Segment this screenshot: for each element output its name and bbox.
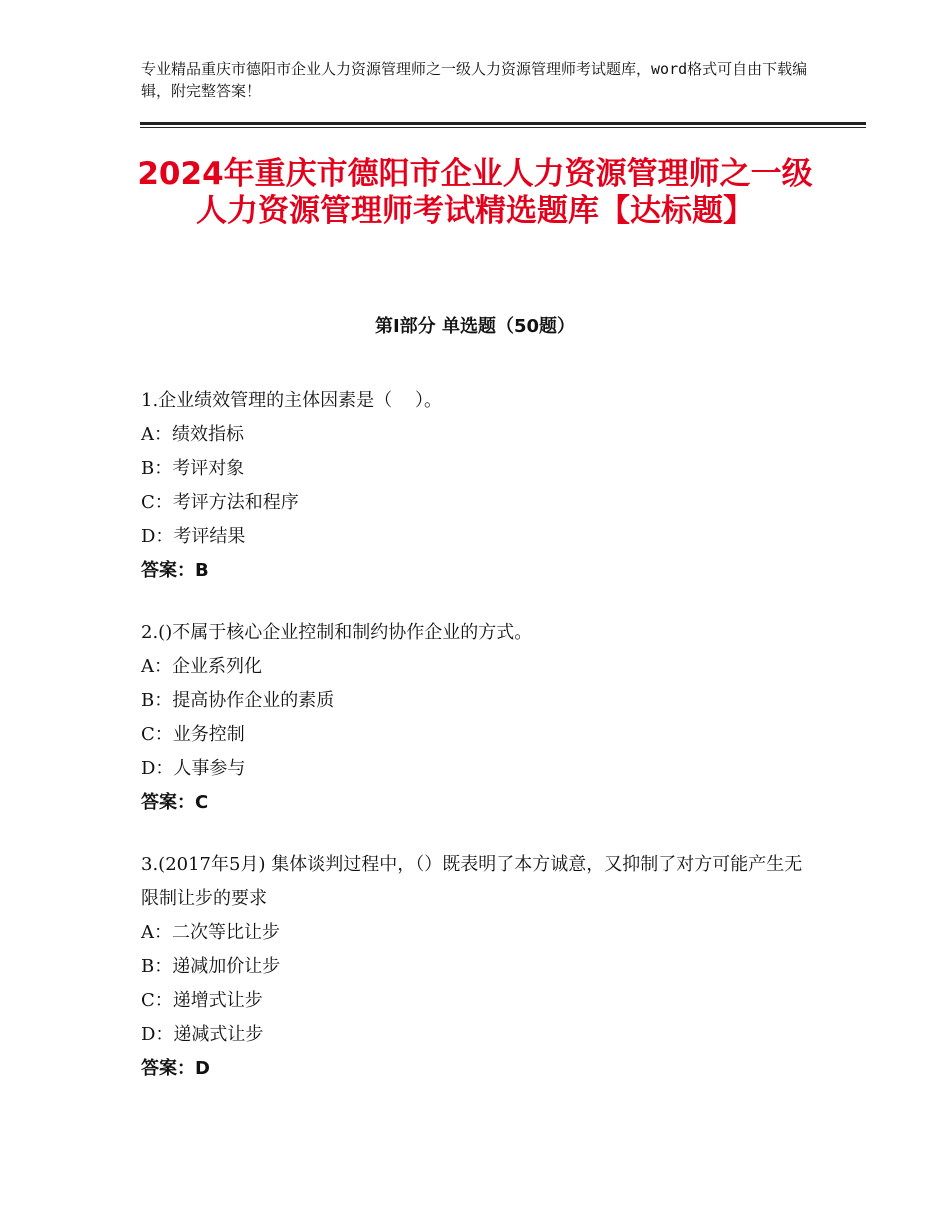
answer-line: 答案：D (141, 1058, 210, 1079)
question-stem: 1.企业绩效管理的主体因素是（ ）。 (141, 390, 443, 411)
question-3 (141, 848, 811, 1086)
option-b: B：考评对象 (141, 458, 245, 479)
header-note: 专业精品重庆市德阳市企业人力资源管理师之一级人力资源管理师考试题库，word格式可自由下载编辑，附完整答案！ (141, 60, 808, 100)
option-d: D：递减式让步 (141, 1024, 264, 1045)
option-d: D：人事参与 (141, 758, 246, 779)
section-title: 第Ⅰ部分 单选题（50题） (374, 316, 575, 337)
question-stem: 2.()不属于核心企业控制和制约协作企业的方式。 (141, 622, 533, 643)
option-d: D：考评结果 (141, 526, 246, 547)
answer-line: 答案：C (141, 792, 209, 813)
document-title: 2024年重庆市德阳市企业人力资源管理师之一级人力资源管理师考试精选题库【达标题】 (137, 156, 813, 229)
option-a: A：绩效指标 (141, 424, 244, 445)
option-c: C：递增式让步 (141, 990, 263, 1011)
question-1 (141, 384, 811, 588)
option-c: C：业务控制 (141, 724, 245, 745)
option-b: B：递减加价让步 (141, 956, 281, 977)
option-b: B：提高协作企业的素质 (141, 690, 335, 711)
option-a: A：企业系列化 (141, 656, 262, 677)
question-list (141, 384, 811, 1114)
header-rule-thick (140, 122, 866, 125)
option-a: A：二次等比让步 (141, 922, 280, 943)
question-stem: 3.(2017年5月) 集体谈判过程中，（）既表明了本方诚意，又抑制了对方可能产生无限制让步的要求 (141, 854, 803, 909)
question-2 (141, 616, 811, 820)
option-c: C：考评方法和程序 (141, 492, 299, 513)
header-rule-thin (140, 127, 866, 128)
answer-line: 答案：B (141, 560, 209, 581)
